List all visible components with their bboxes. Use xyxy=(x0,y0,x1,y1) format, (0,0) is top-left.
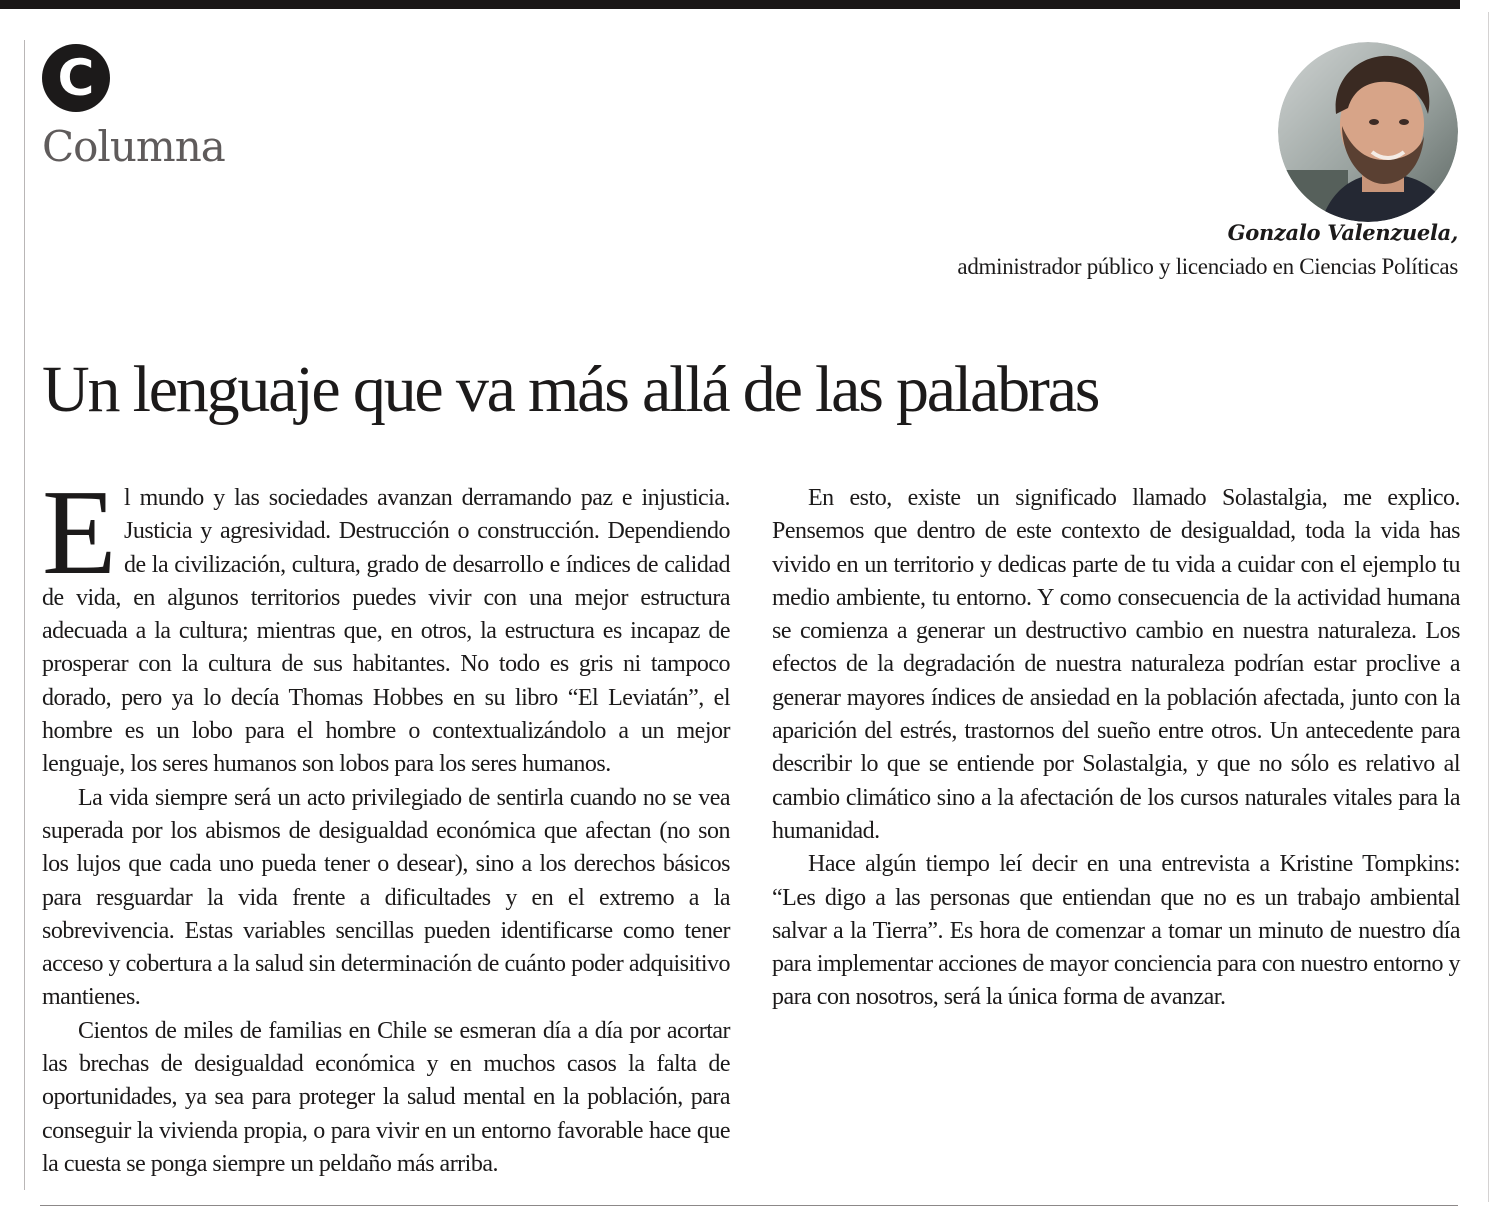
bottom-rule xyxy=(40,1205,1458,1206)
author-photo xyxy=(1278,42,1458,222)
top-rule xyxy=(0,0,1460,9)
right-margin-rule xyxy=(1488,12,1489,1202)
left-margin-rule xyxy=(24,40,25,1190)
drop-cap: E xyxy=(42,465,117,600)
author-name: Gonzalo Valenzuela, xyxy=(1227,220,1458,245)
article-paragraph: Hace algún tiempo leí decir en una entrevista a Kristine Tompkins: “Les digo a las personas que entiendan que no es un trabajo ambiental salvar a la Tierra”. Es hora de comenzar a tomar un minuto de nuestro día para implementar acciones de mayor conciencia para con nuestro entorno y para con nosotros, será la única forma de avanzar. xyxy=(772,851,1460,1011)
column-badge-letter: C xyxy=(57,49,95,107)
article-headline: Un lenguaje que va más allá de las palabras xyxy=(42,353,1099,426)
article-paragraph: Cientos de miles de familias en Chile se esmeran día a día por acortar las brechas de desigualdad económica y en muchos casos la falta de oportunidades, ya sea para proteger la salud mental en la población, para conseguir la vivienda propia, o para vivir en un entorno favorable hace que la cuesta se ponga siempre un peldaño más arriba. xyxy=(42,1017,730,1177)
section-label: Columna xyxy=(42,122,225,171)
paragraph-text: l mundo y las sociedades avanzan derramando paz e injusticia. Justicia y agresividad. Destrucción o construcción. Dependiendo de la civilización, cultura, grado de desarrollo e índices de calidad de vida, en algunos territorios puedes vivir con una mejor estructura adecuada a la cultura; mientras que, en otros, la estructura es incapaz de prosperar con la cultura de sus habitantes. No todo es gris ni tampoco dorado, pero ya lo decía Thomas Hobbes en su libro “El Leviatán”, el hombre es un lobo para el hombre o contextualizándolo a un mejor lenguaje, los seres humanos son lobos para los seres humanos. xyxy=(42,485,730,778)
article-body xyxy=(42,465,1460,1186)
column-badge-icon xyxy=(42,44,110,112)
author-role: administrador público y licenciado en Ciencias Políticas xyxy=(957,254,1458,279)
article-paragraph: En esto, existe un significado llamado Solastalgia, me explico. Pensemos que dentro de este contexto de desigualdad, toda la vida has vivido en un territorio y dedicas parte de tu vida a cuidar con el ejemplo tu medio ambiente, tu entorno. Y como consecuencia de la actividad humana se comienza a generar un destructivo cambio en nuestra naturaleza. Los efectos de la degradación de nuestra naturaleza podrían estar proclive a generar mayores índices de ansiedad en la población afectada, junto con la aparición del estrés, trastornos del sueño entre otros. Un antecedente para describir lo que se entiende por Solastalgia, y que no sólo es relativo al cambio climático sino a la afectación de los cursos naturales vitales para la humanidad. xyxy=(772,485,1460,844)
article-paragraph xyxy=(42,465,730,782)
article-paragraph: La vida siempre será un acto privilegiado de sentirla cuando no se vea superada por los abismos de desigualdad económica que afectan (no son los lujos que cada uno pueda tener o desear), sino a los derechos básicos para resguardar la vida frente a dificultades y en el extremo a la sobrevivencia. Estas variables sencillas pueden identificarse como tener acceso y cobertura a la salud sin determinación de cuánto poder adquisitivo mantienes. xyxy=(42,784,730,1011)
